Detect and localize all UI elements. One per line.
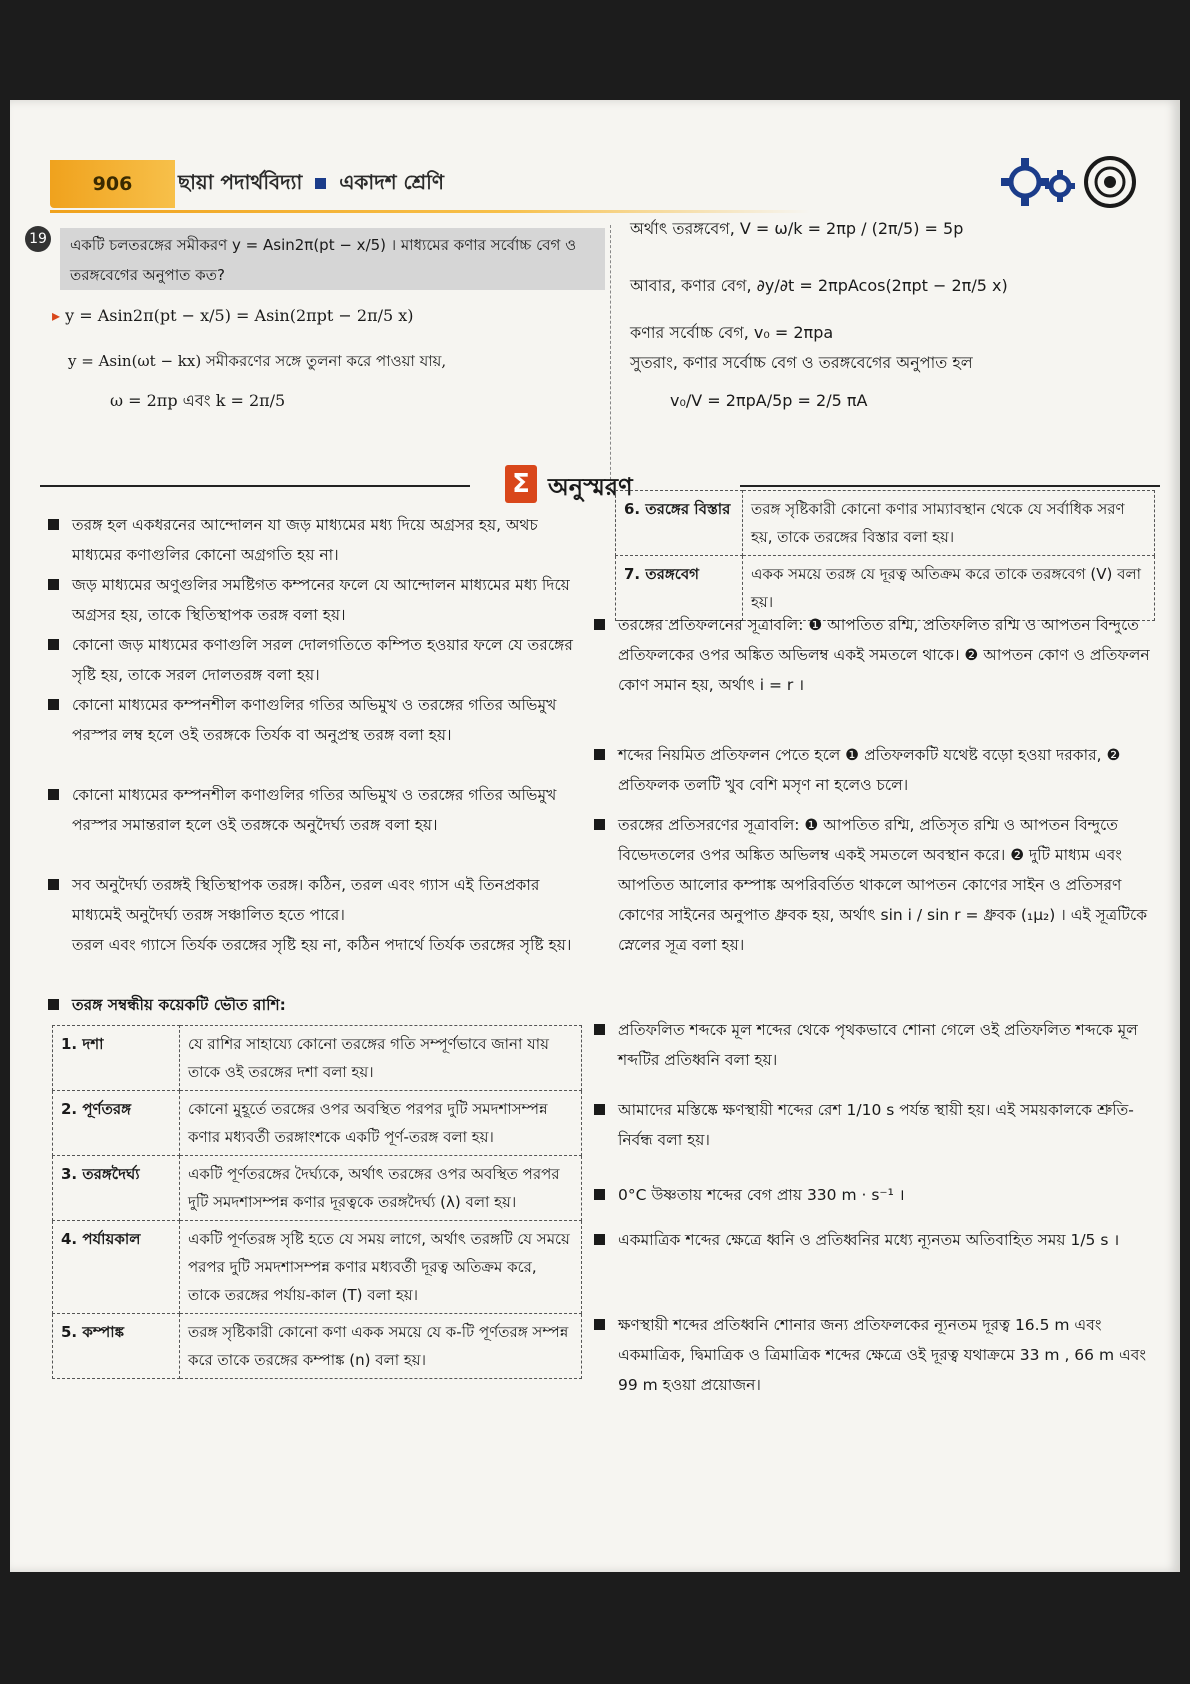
left-bullet-2: জড় মাধ্যমের অণুগুলির সমষ্টিগত কম্পনের ফলে যে আন্দোলন মাধ্যমের মধ্য দিয়ে অগ্রসর হয়, তাকে স্থিতিস্থাপক তরঙ্গ বলা হয়। bbox=[72, 570, 582, 630]
right-bullet-5: আমাদের মস্তিষ্কে ক্ষণস্থায়ী শব্দের রেশ 1/10 s পর্যন্ত স্থায়ী হয়। এই সময়কালকে শ্রুতি-নির্বন্ধ বলা হয়। bbox=[618, 1095, 1158, 1155]
right-bullet-3: তরঙ্গের প্রতিসরণের সূত্রাবলি: ❶ আপতিত রশ্মি, প্রতিসৃত রশ্মি ও আপতন বিন্দুতে বিভেদতলের ওপর অঙ্কিত অভিলম্ব একই সমতলে অবস্থান করে। ❷ দুটি মাধ্যম এবং আপতিত আলোর কম্পাঙ্ক অপরিবর্তিত থাকলে আপতন কোণের সাইন ও প্রতিসরণ কোণের সাইনের অনুপাত ধ্রুবক হয়, অর্থাৎ sin i / sin r = ধ্রুবক (₁μ₂) । এই সূত্রটিকে স্নেলের সূত্র বলা হয়। bbox=[618, 810, 1158, 960]
table-row: 4. পর্যায়কাল একটি পূর্ণতরঙ্গ সৃষ্টি হতে যে সময় লাগে, অর্থাৎ তরঙ্গটি যে সময়ে পরপর দুটি সমদশাসম্পন্ন কণার মধ্যবর্তী দূরত্ব অতিক্রম করে, তাকে তরঙ্গের পর্যায়-কাল (T) বলা হয়। bbox=[53, 1221, 582, 1314]
page-number: 906 bbox=[50, 160, 175, 208]
bullet-square-icon bbox=[48, 579, 59, 590]
solution-left-line3: ω = 2πp এবং k = 2π/5 bbox=[110, 391, 286, 410]
gear-icon bbox=[975, 152, 1145, 212]
right-bullet-8: ক্ষণস্থায়ী শব্দের প্রতিধ্বনি শোনার জন্য প্রতিফলকের ন্যূনতম দূরত্ব 16.5 m এবং একমাত্রিক, দ্বিমাত্রিক ও ত্রিমাত্রিক শব্দের ক্ষেত্রে ওই দূরত্ব যথাক্রমে 33 m , 66 m এবং 99 m হওয়া প্রয়োজন। bbox=[618, 1310, 1158, 1400]
table-row: 2. পূর্ণতরঙ্গ কোনো মুহূর্তে তরঙ্গের ওপর অবস্থিত পরপর দুটি সমদশাসম্পন্ন কণার মধ্যবর্তী তরঙ্গাংশকে একটি পূর্ণ-তরঙ্গ বলা হয়। bbox=[53, 1091, 582, 1156]
bullet-square-icon bbox=[594, 619, 605, 630]
bullet-square-icon bbox=[48, 999, 59, 1010]
question-text: একটি চলতরঙ্গের সমীকরণ y = Asin2π(pt − x/5) । মাধ্যমের কণার সর্বোচ্চ বেগ ও তরঙ্গবেগের অনুপাত কত? bbox=[70, 236, 577, 284]
header-rule bbox=[50, 210, 810, 213]
column-divider bbox=[610, 225, 611, 490]
table-row: 3. তরঙ্গদৈর্ঘ্য একটি পূর্ণতরঙ্গের দৈর্ঘ্যকে, অর্থাৎ তরঙ্গের ওপর অবস্থিত পরপর দুটি সমদশাসম্পন্ন কণার দূরত্বকে তরঙ্গদৈর্ঘ্য (λ) বলা হয়। bbox=[53, 1156, 582, 1221]
right-bullet-2: শব্দের নিয়মিত প্রতিফলন পেতে হলে ❶ প্রতিফলকটি যথেষ্ট বড়ো হওয়া দরকার, ❷ প্রতিফলক তলটি খুব বেশি মসৃণ না হলেও চলে। bbox=[618, 740, 1158, 800]
solution-right-line3: কণার সর্বোচ্চ বেগ, v₀ = 2πpa bbox=[630, 323, 834, 342]
bullet-square-icon bbox=[594, 819, 605, 830]
table-heading: তরঙ্গ সম্বন্ধীয় কয়েকটি ভৌত রাশি: bbox=[72, 990, 582, 1020]
class-label: একাদশ শ্রেণি bbox=[339, 170, 444, 194]
heading-rule-right bbox=[740, 485, 1160, 487]
solution-left-line2: y = Asin(ωt − kx) সমীকরণের সঙ্গে তুলনা করে পাওয়া যায়, bbox=[68, 352, 447, 370]
wave-quantities-table-right bbox=[615, 490, 1155, 621]
left-bullet-4: কোনো মাধ্যমের কম্পনশীল কণাগুলির গতির অভিমুখ ও তরঙ্গের গতির অভিমুখ পরস্পর লম্ব হলে ওই তরঙ্গকে তির্যক বা অনুপ্রস্থ তরঙ্গ বলা হয়। bbox=[72, 690, 582, 750]
bullet-square-icon bbox=[594, 1024, 605, 1035]
question-number: 19 bbox=[25, 226, 51, 252]
solution-right-line2: আবার, কণার বেগ, ∂y/∂t = 2πpAcos(2πpt − 2π/5 x) bbox=[630, 276, 1008, 295]
header-title bbox=[178, 168, 444, 201]
right-bullet-6: 0°C উষ্ণতায় শব্দের বেগ প্রায় 330 m · s⁻¹ । bbox=[618, 1180, 1158, 1210]
table-row: 5. কম্পাঙ্ক তরঙ্গ সৃষ্টিকারী কোনো কণা একক সময়ে যে ক-টি পূর্ণতরঙ্গ সম্পন্ন করে তাকে তরঙ্গের কম্পাঙ্ক (n) বলা হয়। bbox=[53, 1314, 582, 1379]
subject-label: পদার্থবিদ্যা bbox=[220, 170, 303, 194]
wave-quantities-table bbox=[52, 1025, 582, 1379]
bullet-square-icon bbox=[594, 749, 605, 760]
gear-brain-graphic bbox=[975, 152, 1145, 212]
left-bullet-5: কোনো মাধ্যমের কম্পনশীল কণাগুলির গতির অভিমুখ ও তরঙ্গের গতির অভিমুখ পরস্পর সমান্তরাল হলে ওই তরঙ্গকে অনুদৈর্ঘ্য তরঙ্গ বলা হয়। bbox=[72, 780, 582, 840]
brain-icon bbox=[1086, 158, 1134, 206]
bullet-square-icon bbox=[48, 699, 59, 710]
heading-rule-left bbox=[40, 485, 470, 487]
left-bullet-3: কোনো জড় মাধ্যমের কণাগুলি সরল দোলগতিতে কম্পিত হওয়ার ফলে যে তরঙ্গের সৃষ্টি হয়, তাকে সরল দোলতরঙ্গ বলা হয়। bbox=[72, 630, 582, 690]
solution-right-line4: সুতরাং, কণার সর্বোচ্চ বেগ ও তরঙ্গবেগের অনুপাত হল bbox=[630, 353, 973, 372]
right-bullet-4: প্রতিফলিত শব্দকে মূল শব্দের থেকে পৃথকভাবে শোনা গেলে ওই প্রতিফলিত শব্দকে মূল শব্দটির প্রতিধ্বনি বলা হয়। bbox=[618, 1015, 1158, 1075]
bullet-square-icon bbox=[48, 879, 59, 890]
table-row: 7. তরঙ্গবেগ একক সময়ে তরঙ্গ যে দূরত্ব অতিক্রম করে তাকে তরঙ্গবেগ (V) বলা হয়। bbox=[616, 556, 1155, 621]
arrow-icon: ▸ bbox=[52, 306, 66, 325]
bullet-square-icon bbox=[48, 639, 59, 650]
book-page bbox=[10, 100, 1180, 1572]
right-bullet-7: একমাত্রিক শব্দের ক্ষেত্রে ধ্বনি ও প্রতিধ্বনির মধ্যে ন্যূনতম অতিবাহিত সময় 1/5 s । bbox=[618, 1225, 1158, 1255]
bullet-square-icon bbox=[48, 789, 59, 800]
right-bullet-1: তরঙ্গের প্রতিফলনের সূত্রাবলি: ❶ আপতিত রশ্মি, প্রতিফলিত রশ্মি ও আপতন বিন্দুতে প্রতিফলকের ওপর অঙ্কিত অভিলম্ব একই সমতলে থাকে। ❷ আপতন কোণ ও প্রতিফলন কোণ সমান হয়, অর্থাৎ i = r । bbox=[618, 610, 1158, 700]
table-row: 6. তরঙ্গের বিস্তার তরঙ্গ সৃষ্টিকারী কোনো কণার সাম্যাবস্থান থেকে যে সর্বাধিক সরণ হয়, তাকে তরঙ্গের বিস্তার বলা হয়। bbox=[616, 491, 1155, 556]
solution-right-line1: অর্থাৎ তরঙ্গবেগ, V = ω/k = 2πp / (2π/5) = 5p bbox=[630, 219, 964, 238]
left-bullet-6: সব অনুদৈর্ঘ্য তরঙ্গই স্থিতিস্থাপক তরঙ্গ। কঠিন, তরল এবং গ্যাস এই তিনপ্রকার মাধ্যমেই অনুদৈর্ঘ্য তরঙ্গ সঞ্চালিত হতে পারে। bbox=[72, 870, 582, 930]
bullet-square-icon bbox=[594, 1104, 605, 1115]
solution-left-line1: ▸ y = Asin2π(pt − x/5) = Asin(2πpt − 2π/5 x) bbox=[52, 306, 414, 325]
header-square-icon bbox=[315, 178, 326, 189]
question-box bbox=[29, 228, 605, 290]
bullet-square-icon bbox=[594, 1319, 605, 1330]
table-row: 1. দশা যে রাশির সাহায্যে কোনো তরঙ্গের গতি সম্পূর্ণভাবে জানা যায় তাকে ওই তরঙ্গের দশা বলা হয়। bbox=[53, 1026, 582, 1091]
left-note: তরল এবং গ্যাসে তির্যক তরঙ্গের সৃষ্টি হয় না, কঠিন পদার্থে তির্যক তরঙ্গের সৃষ্টি হয়। bbox=[72, 936, 572, 954]
bullet-square-icon bbox=[594, 1234, 605, 1245]
left-bullet-1: তরঙ্গ হল একধরনের আন্দোলন যা জড় মাধ্যমের মধ্য দিয়ে অগ্রসর হয়, অথচ মাধ্যমের কণাগুলির কোনো অগ্রগতি হয় না। bbox=[72, 510, 582, 570]
bullet-square-icon bbox=[594, 1189, 605, 1200]
brand-label: ছায়া bbox=[178, 170, 214, 194]
section-title: অনুস্মরণ bbox=[548, 473, 633, 501]
sigma-icon: Σ bbox=[505, 465, 537, 503]
bullet-square-icon bbox=[48, 519, 59, 530]
solution-right-line5: v₀/V = 2πpA/5p = 2/5 πA bbox=[670, 391, 868, 410]
